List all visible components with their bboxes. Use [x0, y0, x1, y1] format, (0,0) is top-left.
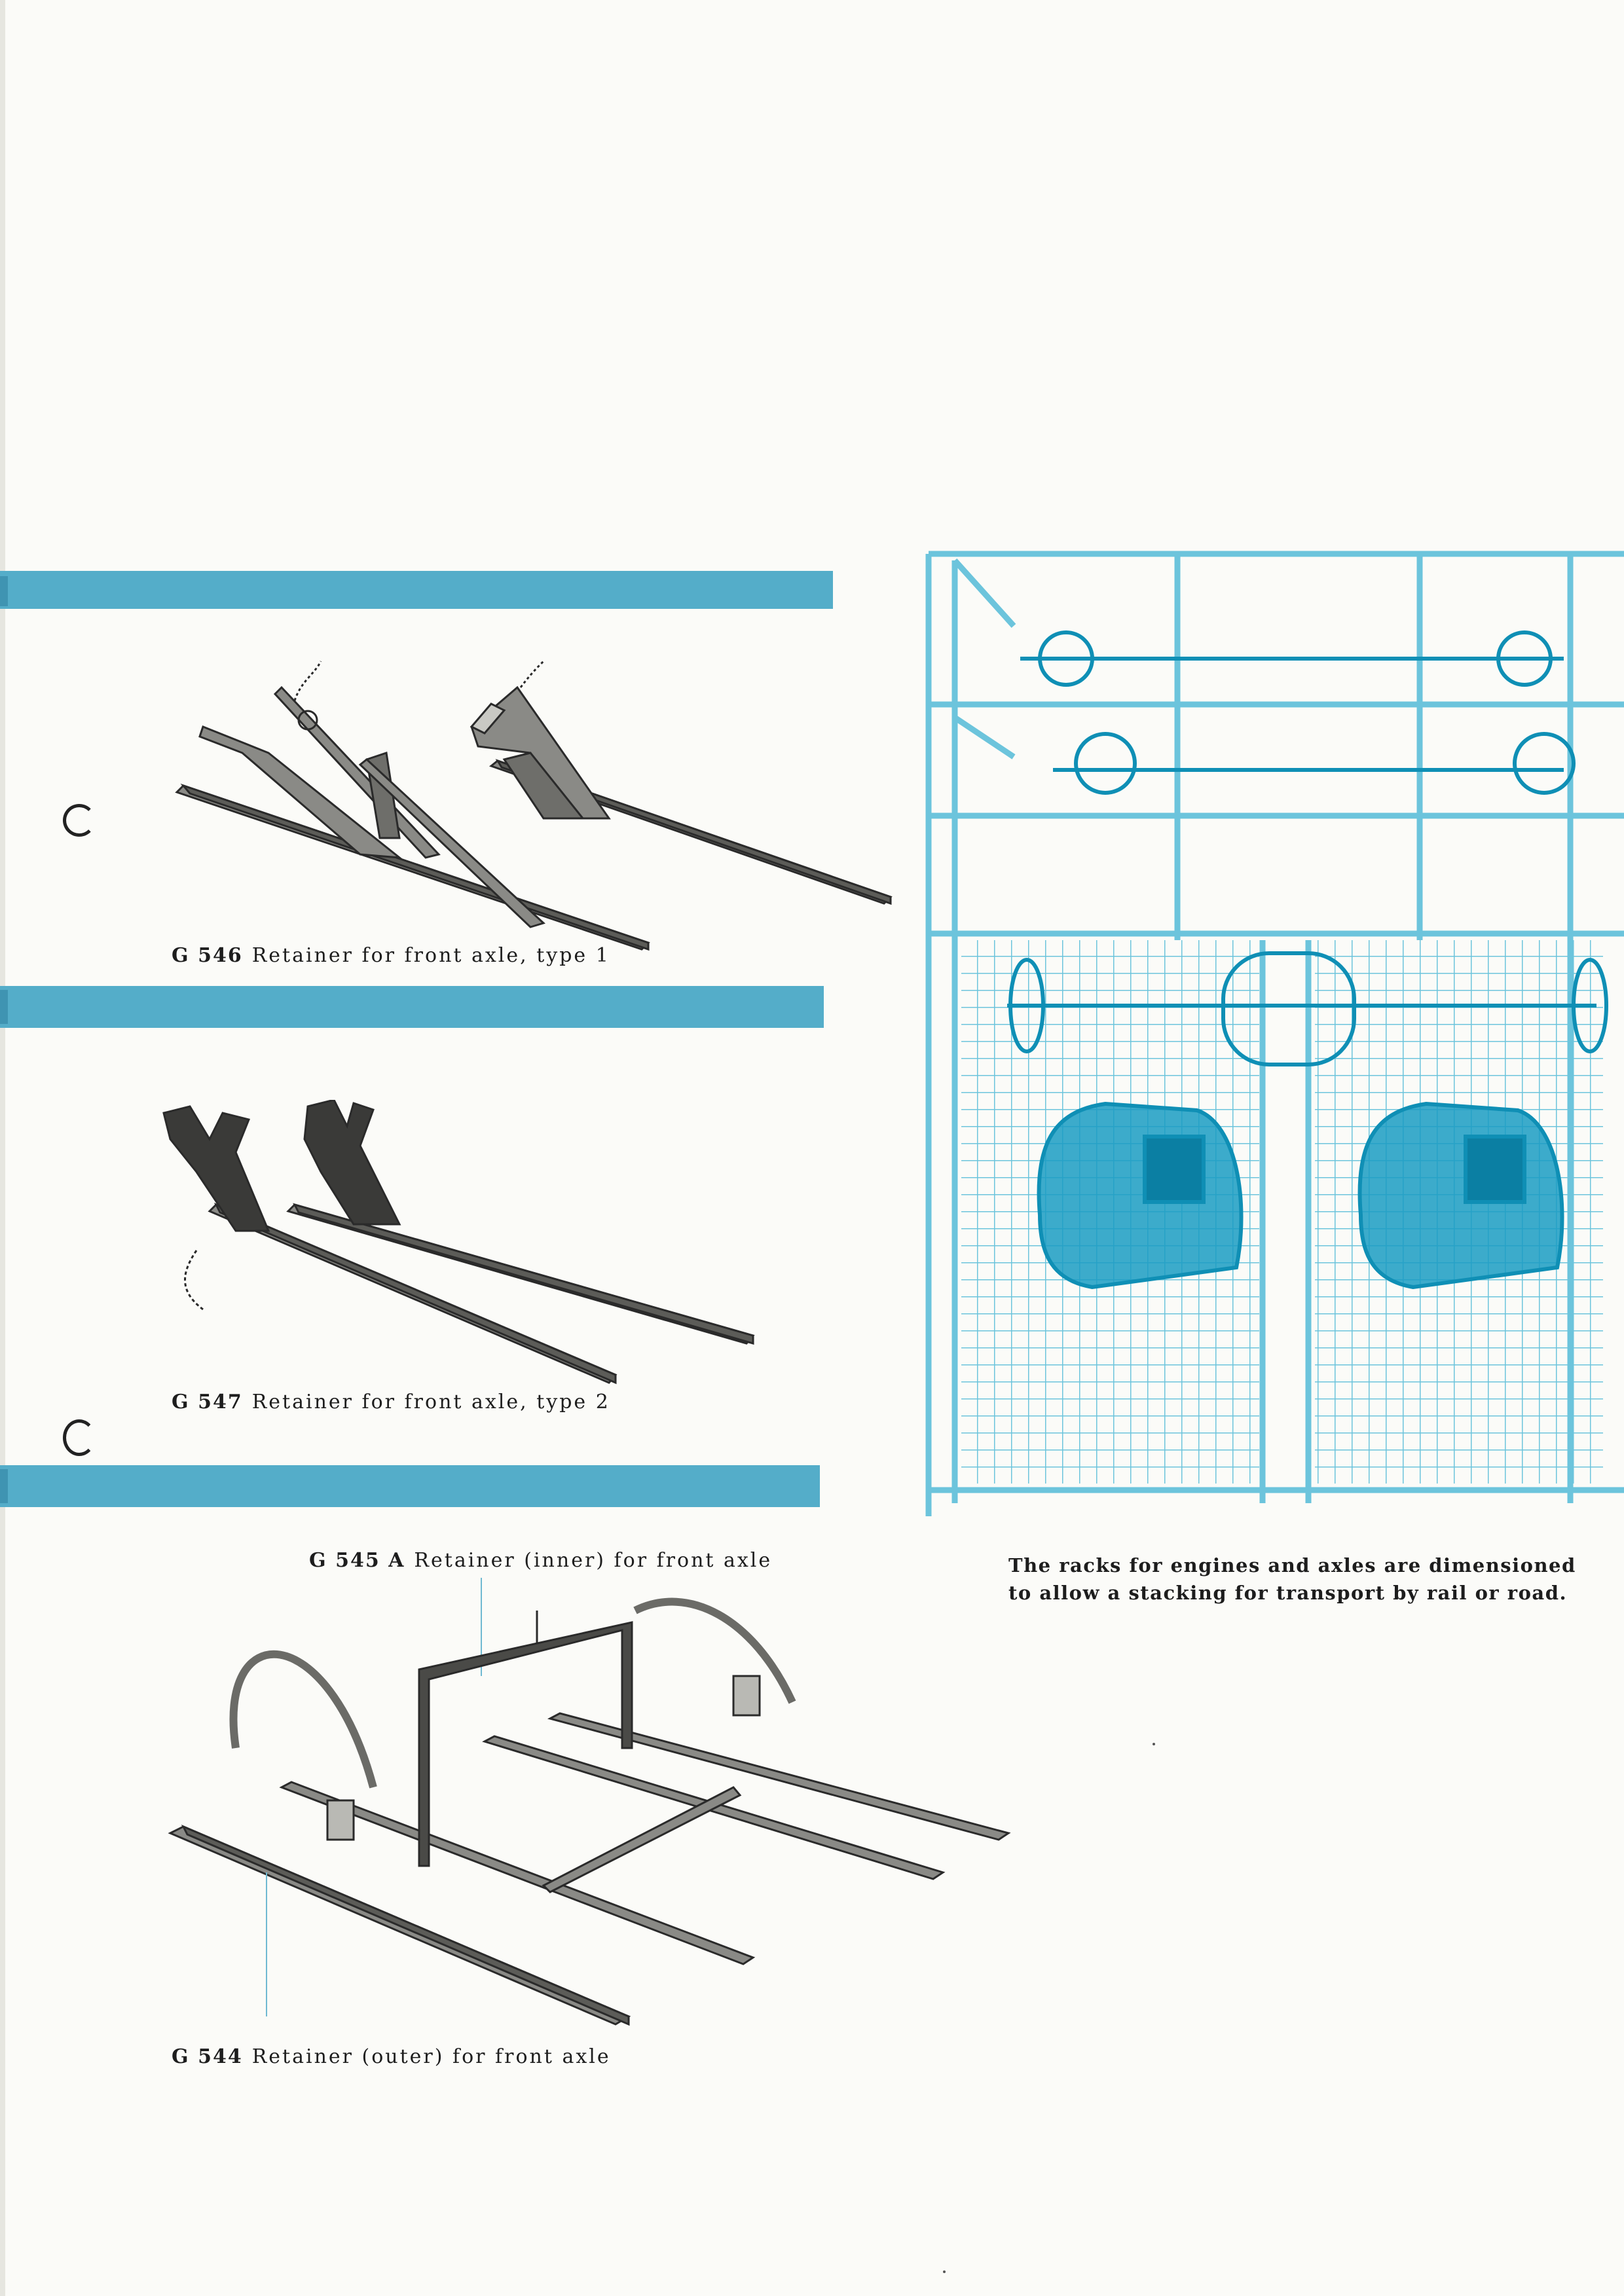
speck-2 [1153, 1743, 1155, 1745]
page-edge [0, 0, 5, 2296]
section-band-1 [0, 571, 833, 609]
g545a-g544-retainer-illustration [164, 1591, 1028, 2036]
item-code: G 546 [172, 944, 243, 967]
item-text: Retainer (inner) for front axle [414, 1549, 773, 1572]
tab-mark-3 [0, 1469, 8, 1503]
section-band-2 [0, 986, 824, 1028]
punch-hole-top [63, 804, 96, 837]
item-code: G 547 [172, 1391, 243, 1413]
punch-hole-bottom [63, 1419, 96, 1456]
item-text: Retainer for front axle, type 2 [251, 1391, 610, 1413]
caption-g546 [172, 944, 610, 967]
section-band-3 [0, 1465, 820, 1507]
caption-g544 [172, 2045, 611, 2068]
rack-caption-line-1: The racks for engines and axles are dimensioned [1008, 1554, 1576, 1576]
tab-mark-2 [0, 990, 8, 1024]
leader-line-g544 [266, 1872, 267, 2016]
rack-caption [1008, 1552, 1576, 1607]
caption-g545a [309, 1549, 772, 1572]
item-text: Retainer (outer) for front axle [251, 2045, 611, 2068]
speck-1 [943, 2270, 946, 2273]
transport-rack-photo [909, 547, 1624, 1516]
tab-mark-1 [0, 576, 8, 606]
item-text: Retainer for front axle, type 1 [251, 944, 610, 967]
item-code: G 545 A [309, 1549, 405, 1572]
rack-caption-line-2: to allow a stacking for transport by rail or road. [1008, 1582, 1568, 1604]
g546-retainer-illustration [164, 622, 923, 962]
g547-retainer-illustration [157, 1100, 773, 1401]
item-code: G 544 [172, 2045, 243, 2068]
caption-g547 [172, 1391, 610, 1413]
